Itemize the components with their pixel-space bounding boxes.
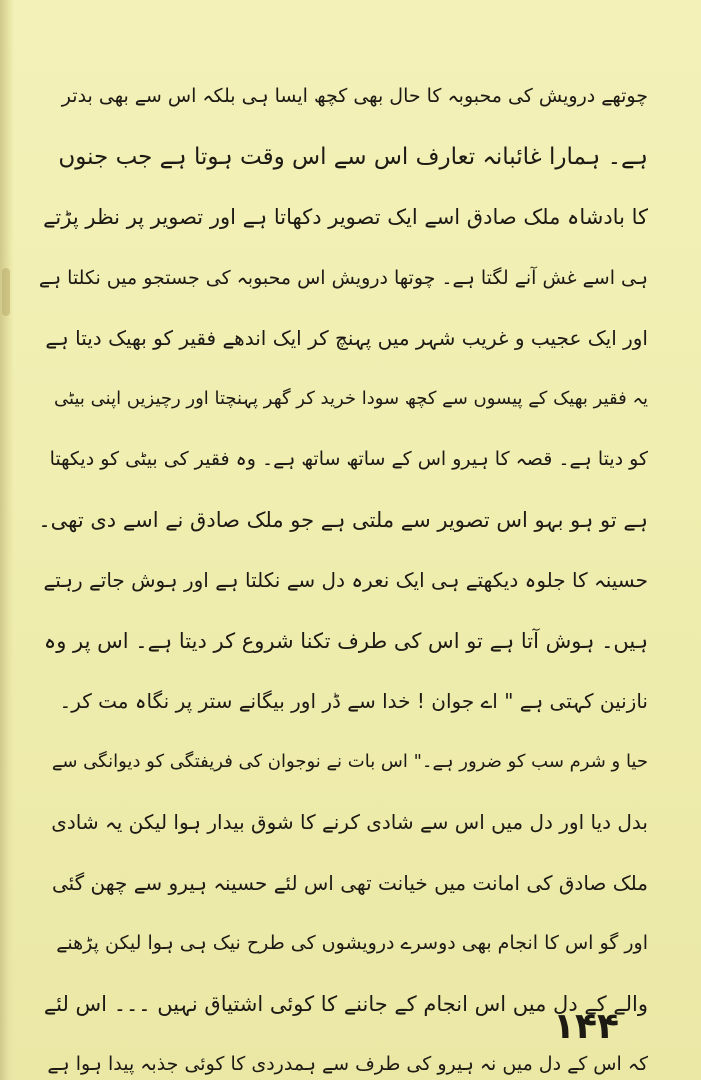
text-line-3: کا بادشاہ ملک صادق اسے ایک تصویر دکھاتا ہے اور تصویر پر نظر پڑتے [43,205,648,229]
page-stain [2,268,10,316]
text-line-7: کو دیتا ہے۔ قصہ کا ہیرو اس کے ساتھ ساتھ ہے۔ وہ فقیر کی بیٹی کو دیکھتا [49,448,648,470]
text-line-1: چوتھے درویش کی محبوبہ کا حال بھی کچھ ایسا ہی بلکہ اس سے بھی بدتر [61,85,648,107]
text-line-14: ملک صادق کی امانت میں خیانت تھی اس لئے حسینہ ہیرو سے چھن گئی [51,870,648,895]
page-number: ۱۴۴ [553,1006,619,1047]
page-edge-shadow [0,0,14,1080]
text-line-4: ہی اسے غش آنے لگتا ہے۔ چوتھا درویش اس محبوبہ کی جستجو میں نکلتا ہے [38,266,648,289]
text-line-12: حیا و شرم سب کو ضرور ہے۔" اس بات نے نوجوان کی فریفتگی کو دیوانگی سے [51,750,648,772]
text-line-17: کہ اس کے دل میں نہ ہیرو کی طرف سے ہمدردی کا کوئی جذبہ پیدا ہوا ہے [47,1053,648,1075]
text-line-5: اور ایک عجیب و غریب شہر میں پہنچ کر ایک اندھے فقیر کو بھیک دیتا ہے [45,326,648,350]
text-line-9: حسینہ کا جلوہ دیکھتے ہی ایک نعرہ دل سے نکلتا ہے اور ہوش جاتے رہتے [43,568,648,592]
text-line-11: نازنین کہتی ہے " اے جوان ! خدا سے ڈر اور بیگانے ستر پر نگاہ مت کر۔ [59,689,648,713]
text-line-10: ہیں۔ ہوش آتا ہے تو اس کی طرف تکنا شروع کر دیتا ہے۔ اس پر وہ [43,628,648,653]
text-line-8: ہے تو ہو بہو اس تصویر سے ملتی ہے جو ملک صادق نے اسے دی تھی۔ [38,507,648,532]
text-line-13: بدل دیا اور دل میں اس سے شادی کرنے کا شوق بیدار ہوا لیکن یہ شادی [51,810,648,834]
text-line-2: ہے۔ ہمارا غائبانہ تعارف اس سے اس وقت ہوتا ہے جب جنوں [58,143,648,170]
text-line-6: یہ فقیر بھیک کے پیسوں سے کچھ سودا خرید کر گھر پہنچتا اور رچیزیں اپنی بیٹی [54,387,648,409]
text-line-16: والے کے دل میں اس انجام کے جاننے کا کوئی اشتیاق نہیں ۔۔۔ اس لئے [43,991,648,1016]
body-text [38,66,648,1080]
text-line-15: اور گو اس کا انجام بھی دوسرے درویشوں کی طرح نیک ہی ہوا لیکن پڑھنے [56,932,648,954]
